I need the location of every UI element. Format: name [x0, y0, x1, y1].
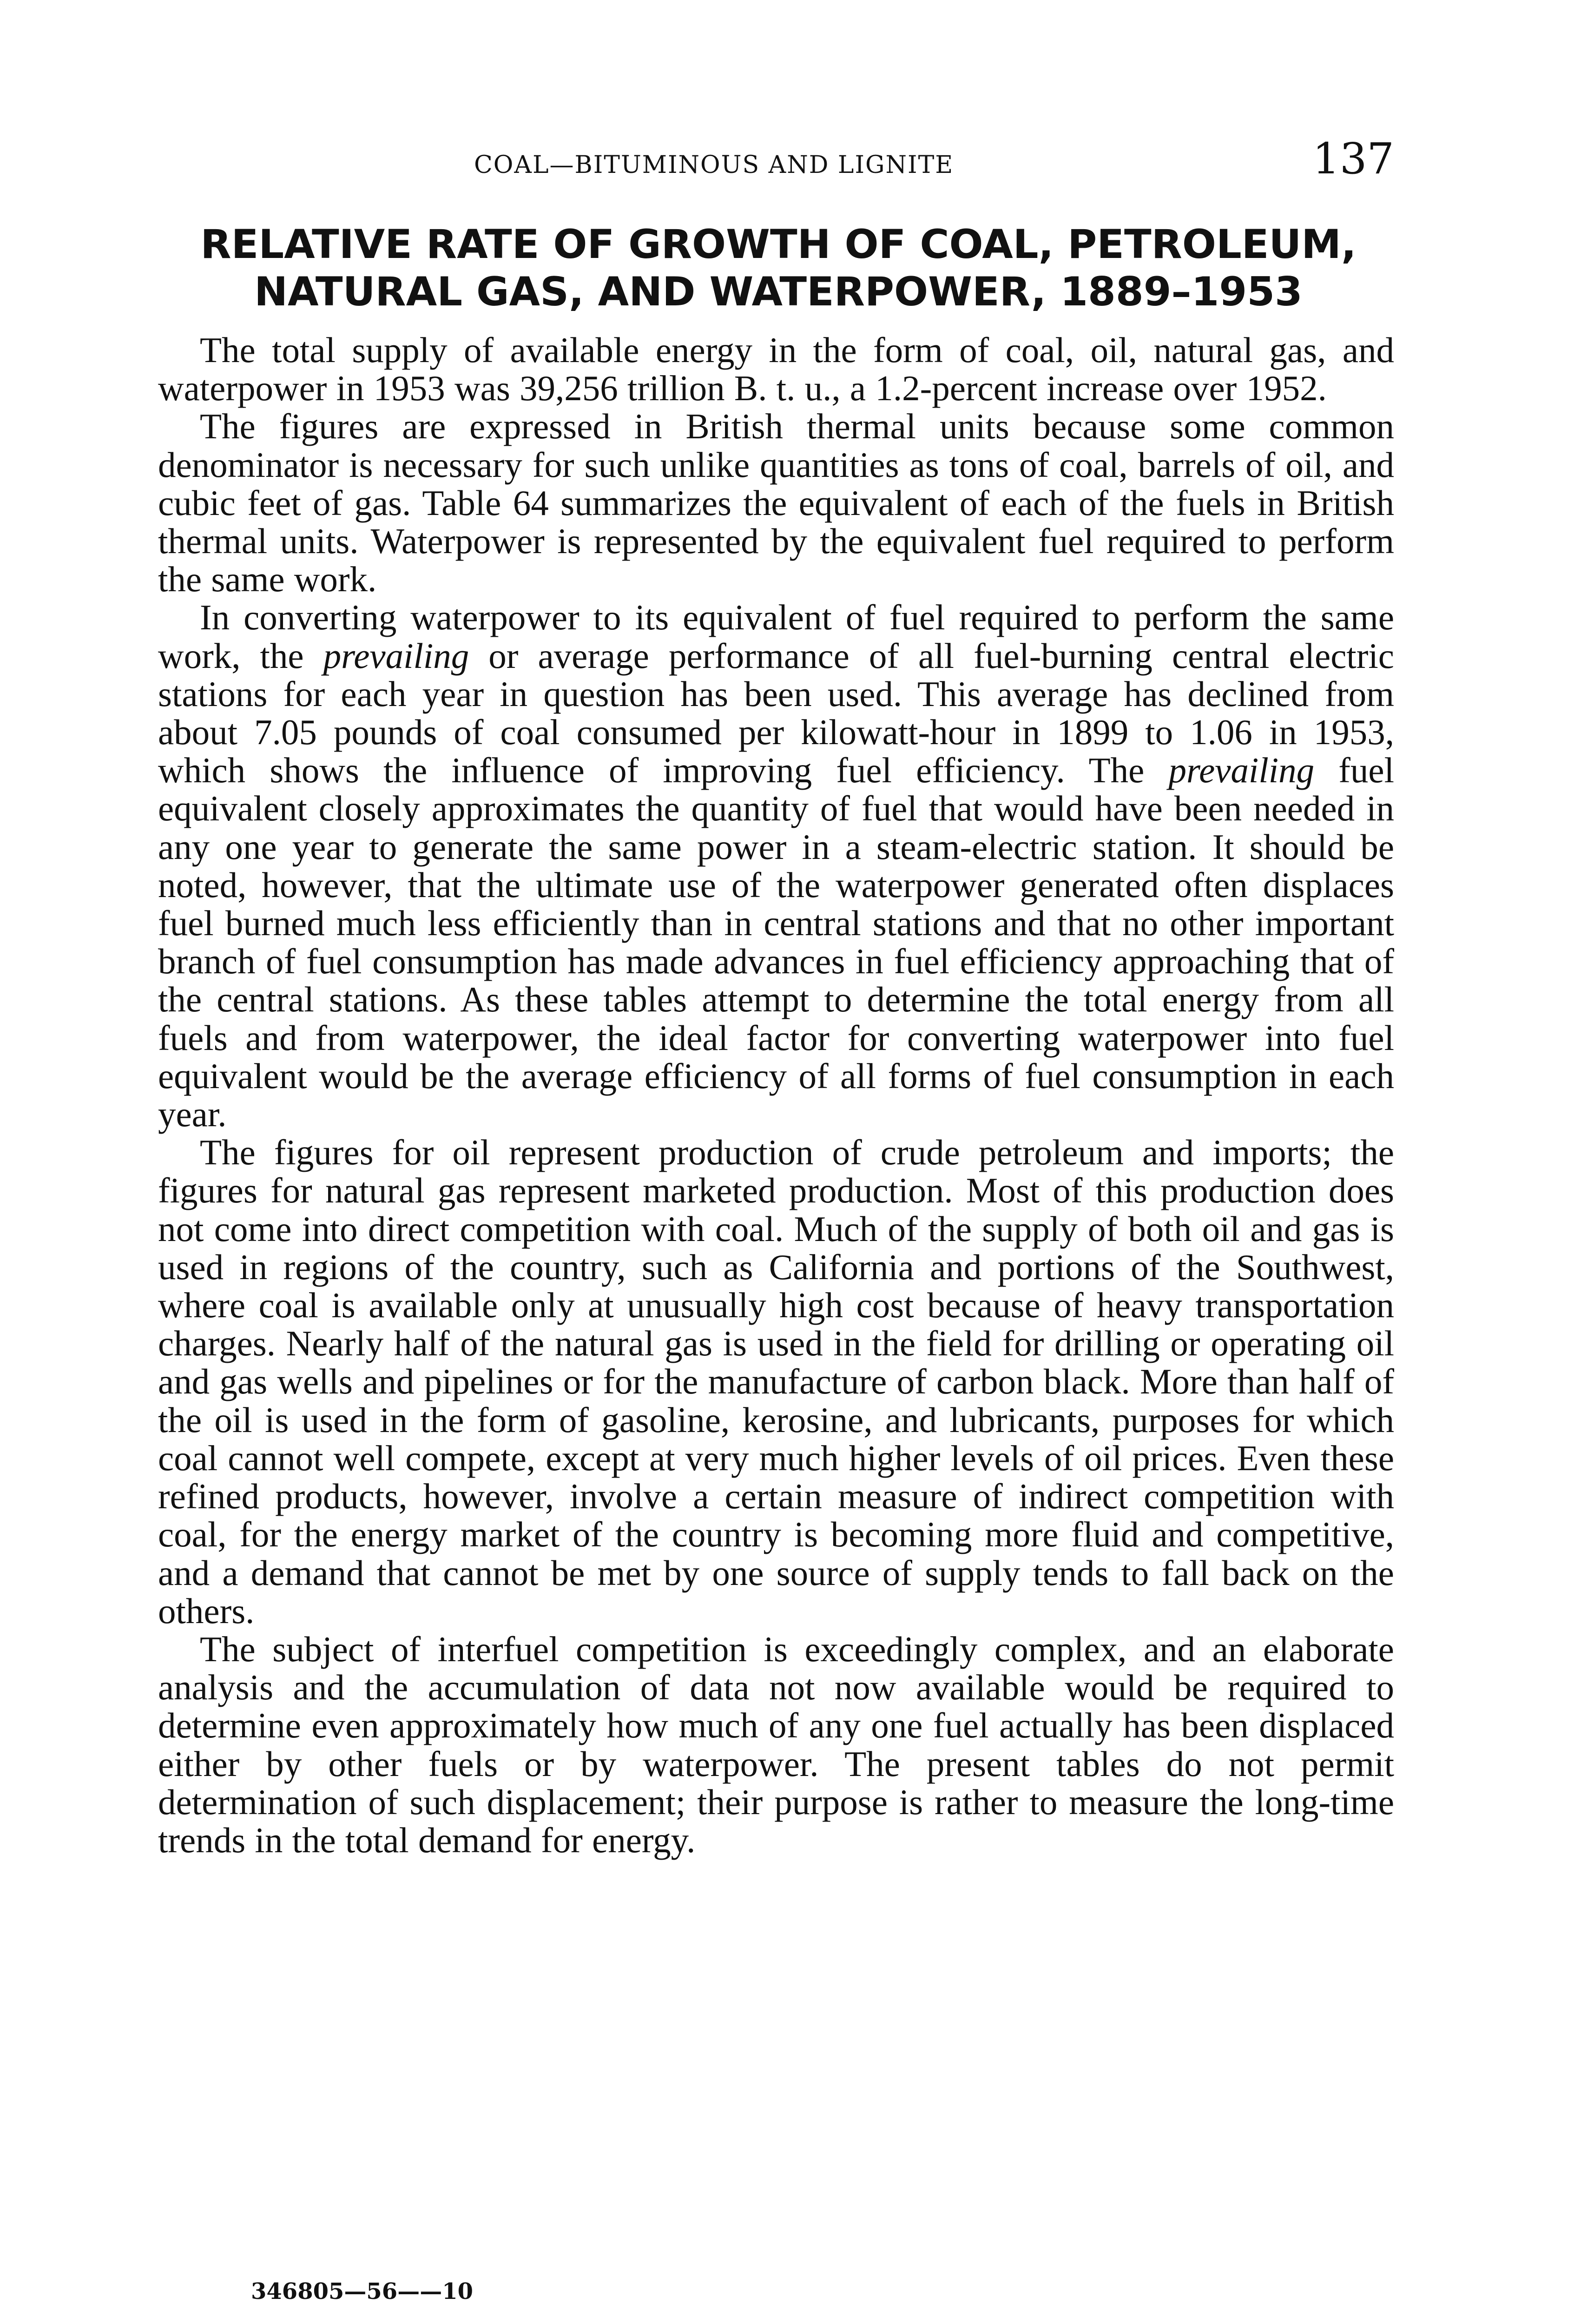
paragraph-waterpower-conversion: [158, 598, 1394, 1133]
section-title: [160, 221, 1396, 316]
paragraph-energy-supply: The total supply of available energy in the form of coal, oil, natural gas, and waterpower in 1953 was 39,256 trillion B. t. u., a 1.2-percent increase over 1952.: [158, 330, 1394, 409]
section-title-line-2: NATURAL GAS, AND WATERPOWER, 1889–1953: [254, 269, 1303, 315]
paragraph-waterpower-text-2: or average performance of all fuel-burning central electric stations for each year in question has been used. This average has declined from about 7.05 pounds of coal consumed per kilowatt-hour in 1899 to 1.06 in 1953, which shows the influence of improving fuel efficiency. The: [158, 635, 1394, 791]
italic-prevailing-2: prevailing: [1168, 750, 1315, 791]
print-code: 346805—56——10: [251, 2278, 473, 2304]
page-number: 137: [1312, 134, 1394, 184]
paragraph-oil-gas-figures: The figures for oil represent production of crude petroleum and imports; the figures for natural gas represent marketed production. Most of this production does not come into direct competition with coal. Much of the supply of both oil and gas is used in regions of the country, such as California and portions of the Southwest, where coal is available only at unusually high cost because of heavy transportation charges. Nearly half of the natural gas is used in the field for drilling or operating oil and gas wells and pipelines or for the manufacture of carbon black. More than half of the oil is used in the form of gasoline, kerosine, and lubricants, purposes for which coal cannot well compete, except at very much higher levels of oil prices. Even these refined products, however, involve a certain measure of indirect competition with coal, for the energy market of the country is becoming more fluid and competitive, and a demand that cannot be met by one source of supply tends to fall back on the others.: [158, 1132, 1394, 1631]
italic-prevailing-1: prevailing: [323, 635, 469, 676]
paragraph-waterpower-text-3: fuel equivalent closely approximates the quantity of fuel that would have been needed in any one year to generate the same power in a steam-electric station. It should be noted, however, that the ultimate use of the waterpower generated often displaces fuel burned much less efficiently than in central stations and that no other important branch of fuel consumption has made advances in fuel efficiency approaching that of the central stations. As these tables attempt to determine the total energy from all fuels and from waterpower, the ideal factor for converting waterpower into fuel equivalent would be the average efficiency of all forms of fuel consumption in each year.: [158, 750, 1394, 1135]
paragraph-waterpower-text-1: In converting waterpower to its equivalent of fuel required to perform the same work, the: [158, 597, 1394, 676]
body-text: [158, 331, 1394, 1859]
section-title-line-1: RELATIVE RATE OF GROWTH OF COAL, PETROLEUM,: [200, 221, 1357, 268]
paragraph-interfuel-competition: The subject of interfuel competition is exceedingly complex, and an elaborate analysis and the accumulation of data not now available would be required to determine even approximately how much of any one fuel actually has been displaced either by other fuels or by waterpower. The present tables do not permit determination of such displacement; their purpose is rather to measure the long-time trends in the total demand for energy.: [158, 1629, 1394, 1860]
running-head: COAL—BITUMINOUS AND LIGNITE: [474, 151, 954, 179]
paragraph-btu-explanation: The figures are expressed in British thermal units because some common denominator is necessary for such unlike quantities as tons of coal, barrels of oil, and cubic feet of gas. Table 64 summarizes the equivalent of each of the fuels in British thermal units. Waterpower is represented by the equivalent fuel required to perform the same work.: [158, 406, 1394, 600]
